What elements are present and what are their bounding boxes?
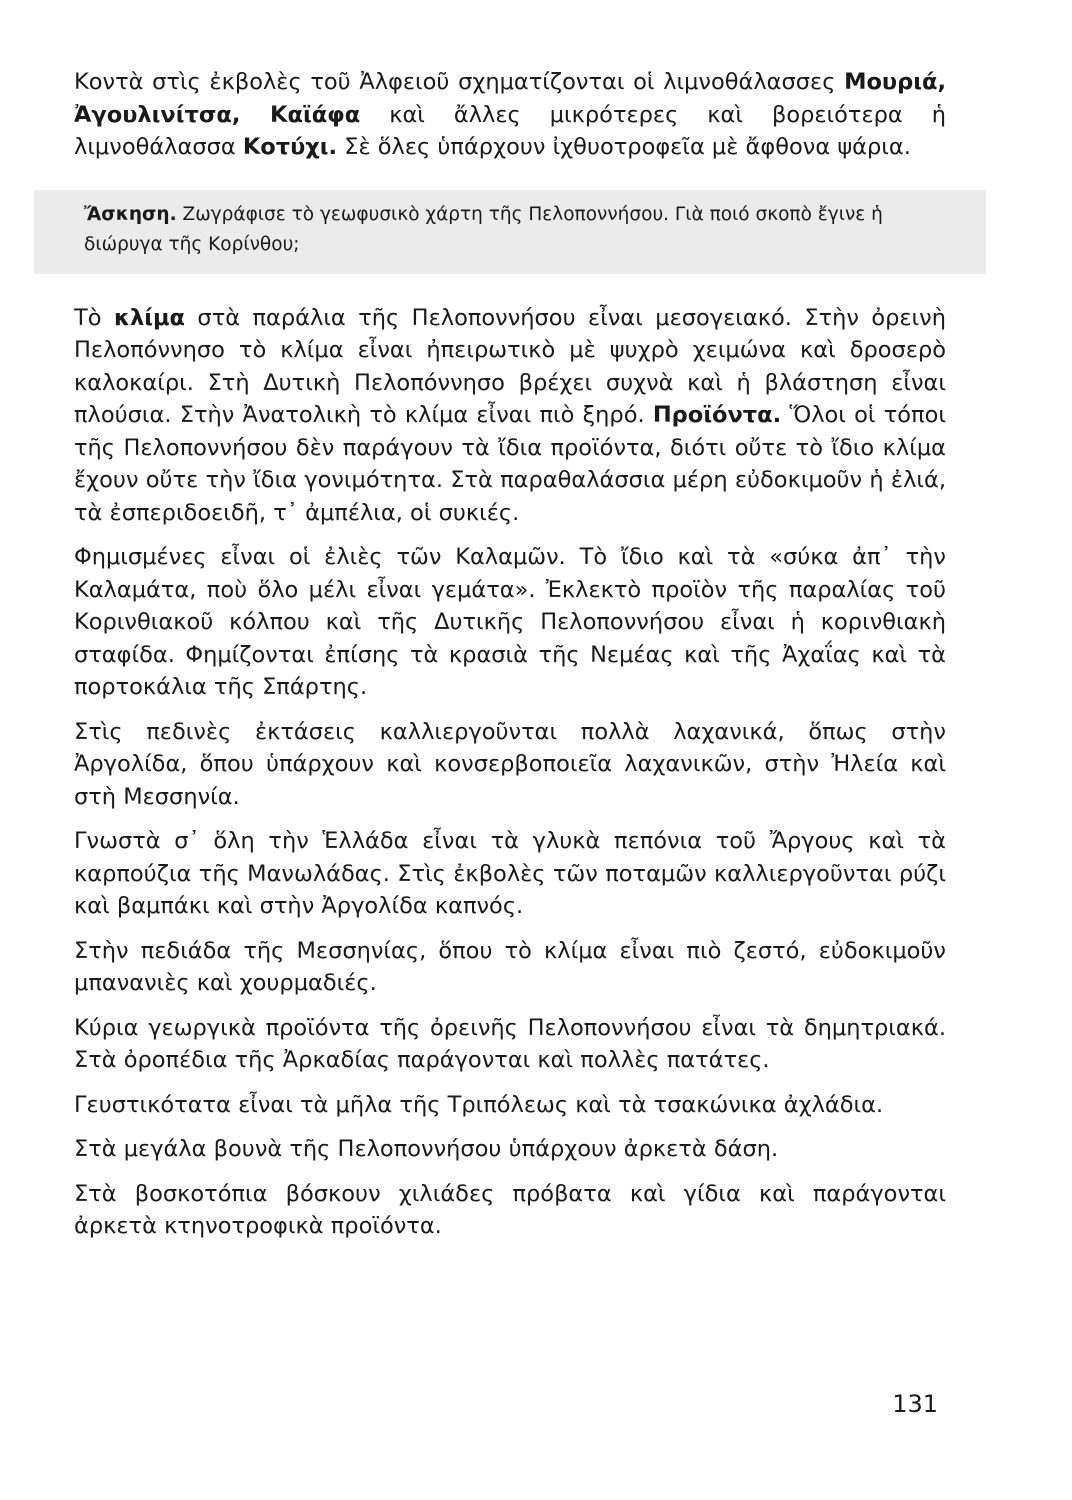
paragraph: Φημισμένες εἶναι οἱ ἐλιὲς τῶν Καλαμῶν. Τὸ ἴδιο καὶ τὰ «σύκα ἀπ᾽ τὴν Καλαμάτα, ποὺ ὅλο μέλι εἶναι γεμάτα». Ἐκλεκτὸ προϊὸν τῆς παραλίας τοῦ Κορινθιακοῦ κόλπου καὶ τῆς Δυτικῆς Πελοποννήσου εἶναι ἡ κορινθιακὴ σταφίδα. Φημίζονται ἐπίσης τὰ κρασιὰ τῆς Νεμέας καὶ τῆς Ἀχαΐας καὶ τὰ πορτοκάλια τῆς Σπάρτης. [74,544,946,700]
bold-climate: κλίμα [113,304,185,331]
bold-products: Προϊόντα. [652,402,782,428]
text-run: Τὸ [74,304,114,331]
text-run: στὰ παράλια τῆς Πελοποννήσου εἶναι μεσογειακό. Στὴν ὀρεινὴ Πελοπόννησο τὸ κλίμα εἶναι ἠπειρωτικὸ μὲ ψυχρὸ χειμώνα καὶ δροσερὸ καλοκαίρι. Στὴ Δυτικὴ Πελοπόννησο βρέχει συχνὰ καὶ ἡ βλάστηση εἶναι πλούσια. Στὴν Ἀνατολικὴ τὸ κλίμα εἶναι πιὸ ξηρό. [74,304,947,428]
intro-paragraph [74,66,946,164]
page-text [74,66,946,1255]
paragraph: Στὰ μεγάλα βουνὰ τῆς Πελοποννήσου ὑπάρχουν ἀρκετὰ δάση. [74,1136,779,1162]
text-run: Κοντὰ στὶς ἐκβολὲς τοῦ Ἀλφειοῦ σχηματίζονται οἱ λιμνοθάλασσες [74,69,845,95]
text-run: Ὅλοι οἱ τόποι τῆς Πελοποννήσου δὲν παράγουν τὰ ἴδια προϊόντα, διότι οὔτε τὸ ἴδιο κλίμα ἔχουν οὔτε τὴν ἴδια γονιμότητα. Στὰ παραθαλάσσια μέρη εὐδοκιμοῦν ἡ ἐλιά, τὰ ἐσπεριδοειδῆ, τ᾽ ἀμπέλια, οἱ συκιές. [74,402,946,526]
paragraph: Στὶς πεδινὲς ἐκτάσεις καλλιεργοῦνται πολλὰ λαχανικά, ὅπως στὴν Ἀργολίδα, ὅπου ὑπάρχουν καὶ κονσερβοποιεῖα λαχανικῶν, στὴν Ἠλεία καὶ στὴ Μεσσηνία. [74,718,946,810]
page-number: 131 [892,1390,938,1418]
climate-paragraph [74,302,946,530]
paragraph: Στὰ βοσκοτόπια βόσκουν χιλιάδες πρόβατα καὶ γίδια καὶ παράγονται ἀρκετὰ κτηνοτροφικὰ προϊόντα. [74,1180,946,1239]
paragraph: Κύρια γεωργικὰ προϊόντα τῆς ὀρεινῆς Πελοποννήσου εἶναι τὰ δημητριακά. Στὰ ὀροπέδια τῆς Ἀρκαδίας παράγονται καὶ πολλὲς πατάτες. [74,1014,946,1073]
text-run: καὶ ἄλλες μικρότερες καὶ βορειότερα ἡ λιμνοθάλασσα [74,101,946,160]
exercise-box [34,190,986,274]
bold-kotychi: Κοτύχι. [242,134,338,160]
exercise-label: Ἄσκηση. [84,203,177,225]
paragraph: Στὴν πεδιάδα τῆς Μεσσηνίας, ὅπου τὸ κλίμα εἶναι πιὸ ζεστό, εὐδοκιμοῦν μπανανιὲς καὶ χουρμαδιές. [74,937,946,996]
text-run: Σὲ ὅλες ὑπάρχουν ἰχθυοτροφεῖα μὲ ἄφθονα ψάρια. [337,134,911,160]
paragraph: Γευστικότατα εἶναι τὰ μῆλα τῆς Τριπόλεως καὶ τὰ τσακώνικα ἀχλάδια. [74,1091,884,1118]
bold-lagoons: Μουριά, Ἀγουλινίτσα, Καϊάφα [74,69,946,128]
exercise-text: Ζωγράφισε τὸ γεωφυσικὸ χάρτη τῆς Πελοποννήσου. Γιὰ ποιό σκοπὸ ἔγινε ἡ διώρυγα τῆς Κορίνθου; [84,203,883,255]
paragraph: Γνωστὰ σ᾽ ὅλη τὴν Ἑλλάδα εἶναι τὰ γλυκὰ πεπόνια τοῦ Ἄργους καὶ τὰ καρπούζια τῆς Μανωλάδας. Στὶς ἐκβολὲς τῶν ποταμῶν καλλιεργοῦνται ρύζι καὶ βαμπάκι καὶ στὴν Ἀργολίδα καπνός. [74,828,946,919]
